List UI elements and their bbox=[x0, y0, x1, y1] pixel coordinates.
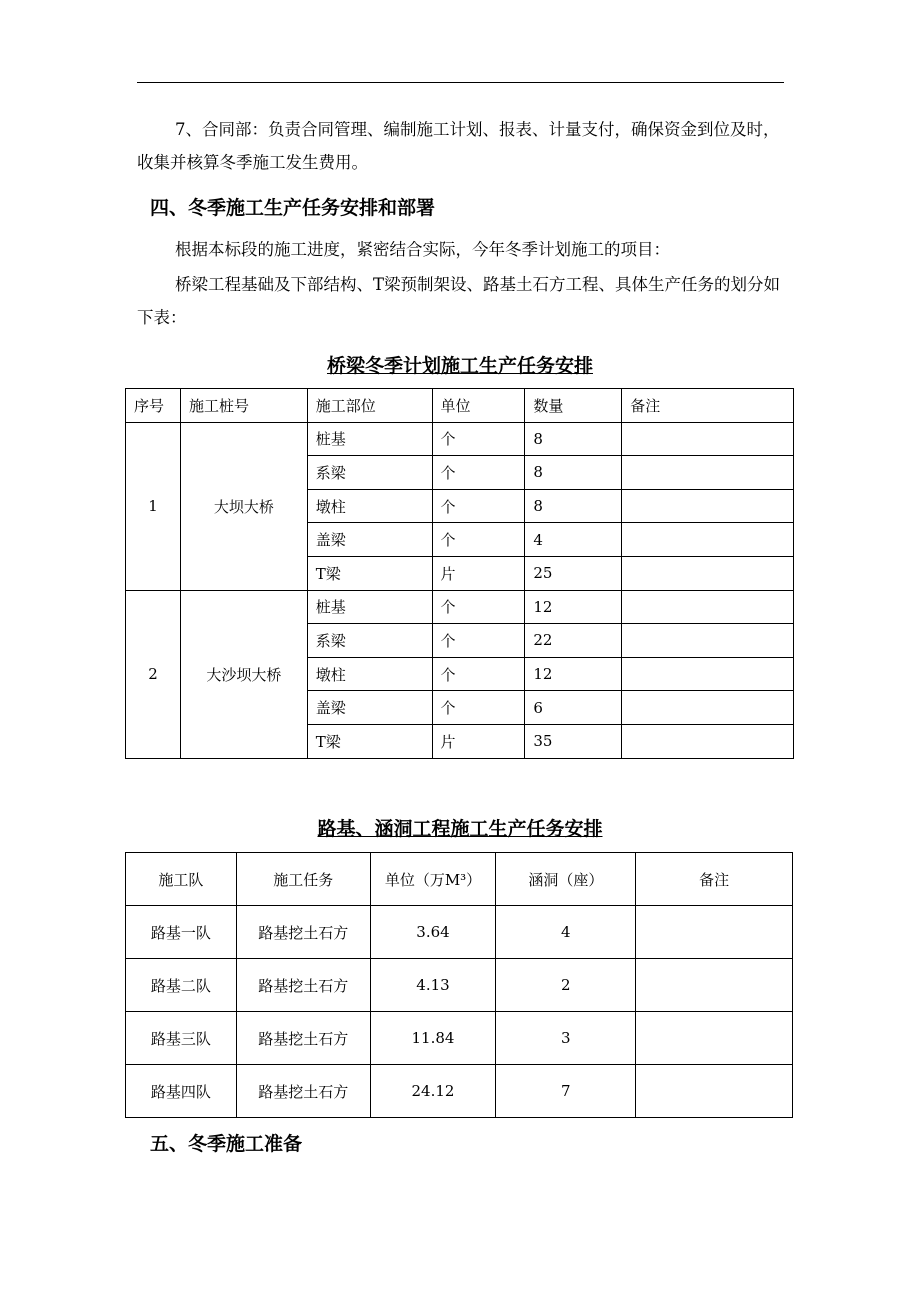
note-cell bbox=[622, 556, 794, 590]
culvert-cell: 2 bbox=[496, 959, 636, 1012]
table-row bbox=[126, 422, 794, 456]
part-cell: T梁 bbox=[307, 724, 432, 758]
part-cell: 墩柱 bbox=[307, 657, 432, 691]
note-cell bbox=[622, 456, 794, 490]
note-cell bbox=[622, 590, 794, 624]
note-cell bbox=[636, 959, 793, 1012]
qty-cell: 8 bbox=[525, 422, 622, 456]
part-cell: 墩柱 bbox=[307, 489, 432, 523]
volume-cell: 3.64 bbox=[370, 906, 496, 959]
table-header-row bbox=[126, 853, 793, 906]
paragraph-contract-dept: 7、合同部：负责合同管理、编制施工计划、报表、计量支付，确保资金到位及时，收集并核算冬季施工发生费用。 bbox=[137, 120, 780, 172]
table-row bbox=[126, 1065, 793, 1118]
culvert-cell: 7 bbox=[496, 1065, 636, 1118]
note-cell bbox=[636, 1065, 793, 1118]
qty-cell: 6 bbox=[525, 691, 622, 725]
team-cell: 路基二队 bbox=[126, 959, 237, 1012]
unit-cell: 个 bbox=[432, 590, 525, 624]
table-row bbox=[126, 1012, 793, 1065]
note-cell bbox=[622, 657, 794, 691]
part-cell: 系梁 bbox=[307, 624, 432, 658]
team-cell: 路基三队 bbox=[126, 1012, 237, 1065]
part-cell: 盖梁 bbox=[307, 523, 432, 557]
unit-cell: 个 bbox=[432, 691, 525, 725]
header-cell: 单位（万M³） bbox=[370, 853, 496, 906]
seq-cell: 2 bbox=[126, 590, 181, 758]
header-cell: 施工部位 bbox=[307, 389, 432, 423]
culvert-cell: 4 bbox=[496, 906, 636, 959]
qty-cell: 12 bbox=[525, 590, 622, 624]
seq-cell: 1 bbox=[126, 422, 181, 590]
header-cell: 施工桩号 bbox=[180, 389, 307, 423]
bridge-task-table bbox=[125, 388, 794, 759]
team-cell: 路基四队 bbox=[126, 1065, 237, 1118]
note-cell bbox=[622, 489, 794, 523]
header-cell: 备注 bbox=[636, 853, 793, 906]
qty-cell: 4 bbox=[525, 523, 622, 557]
paragraph-items: 桥梁工程基础及下部结构、T梁预制架设、路基土石方工程、具体生产任务的划分如下表： bbox=[137, 275, 781, 327]
unit-cell: 个 bbox=[432, 657, 525, 691]
volume-cell: 4.13 bbox=[370, 959, 496, 1012]
unit-cell: 个 bbox=[432, 422, 525, 456]
volume-cell: 11.84 bbox=[370, 1012, 496, 1065]
paragraph-intro: 根据本标段的施工进度，紧密结合实际，今年冬季计划施工的项目： bbox=[175, 240, 670, 259]
road-culvert-task-table bbox=[125, 852, 793, 1118]
table-row bbox=[126, 906, 793, 959]
qty-cell: 12 bbox=[525, 657, 622, 691]
unit-cell: 个 bbox=[432, 523, 525, 557]
header-cell: 单位 bbox=[432, 389, 525, 423]
header-cell: 涵洞（座） bbox=[496, 853, 636, 906]
table-header-row bbox=[126, 389, 794, 423]
qty-cell: 35 bbox=[525, 724, 622, 758]
volume-cell: 24.12 bbox=[370, 1065, 496, 1118]
unit-cell: 个 bbox=[432, 624, 525, 658]
task-cell: 路基挖土石方 bbox=[236, 906, 370, 959]
note-cell bbox=[622, 691, 794, 725]
station-cell: 大沙坝大桥 bbox=[180, 590, 307, 758]
note-cell bbox=[636, 1012, 793, 1065]
qty-cell: 8 bbox=[525, 456, 622, 490]
header-rule bbox=[137, 82, 784, 83]
unit-cell: 片 bbox=[432, 724, 525, 758]
section-heading-5: 五、冬季施工准备 bbox=[150, 1133, 303, 1155]
header-cell: 数量 bbox=[525, 389, 622, 423]
unit-cell: 个 bbox=[432, 456, 525, 490]
team-cell: 路基一队 bbox=[126, 906, 237, 959]
bridge-table-caption: 桥梁冬季计划施工生产任务安排 bbox=[326, 355, 593, 377]
road-table-caption: 路基、涵洞工程施工生产任务安排 bbox=[317, 818, 603, 840]
note-cell bbox=[622, 624, 794, 658]
task-cell: 路基挖土石方 bbox=[236, 1012, 370, 1065]
station-cell: 大坝大桥 bbox=[180, 422, 307, 590]
culvert-cell: 3 bbox=[496, 1012, 636, 1065]
qty-cell: 25 bbox=[525, 556, 622, 590]
part-cell: 盖梁 bbox=[307, 691, 432, 725]
table-row bbox=[126, 959, 793, 1012]
unit-cell: 个 bbox=[432, 489, 525, 523]
task-cell: 路基挖土石方 bbox=[236, 959, 370, 1012]
table-row bbox=[126, 590, 794, 624]
header-cell: 施工任务 bbox=[236, 853, 370, 906]
part-cell: 桩基 bbox=[307, 590, 432, 624]
note-cell bbox=[622, 724, 794, 758]
note-cell bbox=[622, 422, 794, 456]
unit-cell: 片 bbox=[432, 556, 525, 590]
header-cell: 序号 bbox=[126, 389, 181, 423]
header-cell: 备注 bbox=[622, 389, 794, 423]
task-cell: 路基挖土石方 bbox=[236, 1065, 370, 1118]
part-cell: 桩基 bbox=[307, 422, 432, 456]
section-heading-4: 四、冬季施工生产任务安排和部署 bbox=[150, 197, 436, 219]
qty-cell: 8 bbox=[525, 489, 622, 523]
part-cell: T梁 bbox=[307, 556, 432, 590]
header-cell: 施工队 bbox=[126, 853, 237, 906]
note-cell bbox=[636, 906, 793, 959]
qty-cell: 22 bbox=[525, 624, 622, 658]
note-cell bbox=[622, 523, 794, 557]
part-cell: 系梁 bbox=[307, 456, 432, 490]
